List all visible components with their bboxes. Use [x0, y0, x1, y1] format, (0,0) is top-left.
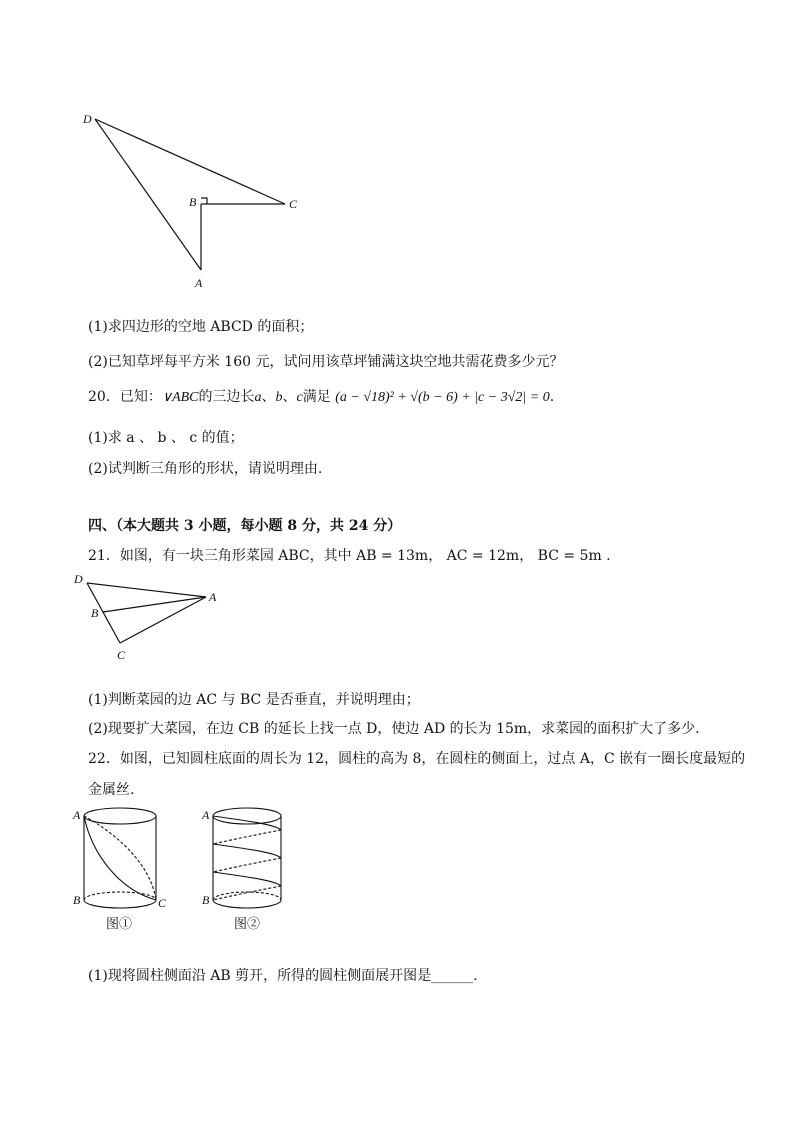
q20-prefix: 20．已知： [88, 389, 162, 405]
q20-part2: (2)试判断三角形的形状，请说明理由. [88, 461, 323, 477]
q20-var-c: c [296, 390, 303, 405]
fig22-1-label-a: A [73, 808, 81, 822]
q20-var-b: b [275, 390, 283, 405]
fig21-label-b: B [91, 606, 99, 620]
fig22-1-caption: 图① [106, 917, 133, 932]
q20-sep: 、 [261, 389, 276, 405]
figure-q21-side-ac [70, 570, 230, 665]
fig22-2-caption: 图② [234, 917, 261, 932]
q21-part1: (1)判断菜园的边 AC 与 BC 是否垂直，并说明理由； [88, 692, 420, 708]
q22-part1: (1)现将圆柱侧面沿 AB 剪开，所得的圆柱侧面展开图是______. [88, 968, 478, 984]
section-heading: 四、（本大题共 3 小题，每小题 8 分，共 24 分） [88, 518, 402, 534]
q21-stem: 21．如图，有一块三角形菜园 ABC，其中 AB = 13m， AC = 12m， BC = 5m . [88, 548, 611, 564]
q20-end: . [549, 389, 555, 405]
fig22-1-label-c: C [158, 896, 167, 910]
q20-stem [88, 386, 554, 406]
q20-triangle: ∨ABC [161, 390, 199, 405]
q22-stem-line1: 22．如图，已知圆柱底面的周长为 12，圆柱的高为 8，在圆柱的侧面上，过点 A，C 嵌有一圈长度最短的 [88, 751, 746, 767]
fig22-1-label-b: B [73, 893, 81, 907]
fig19-label-d: D [83, 112, 92, 126]
fig19-label-b: B [189, 195, 197, 209]
fig21-label-a: A [209, 590, 217, 604]
fig21-label-d: D [74, 572, 83, 586]
q19-part1: (1)求四边形的空地 ABCD 的面积； [88, 319, 314, 335]
fig19-label-a: A [195, 276, 203, 290]
figure-q19-quadrilateral [80, 105, 320, 290]
fig22-2-label-b: B [202, 893, 210, 907]
q20-part1: (1)求 a 、 b 、 c 的值； [88, 430, 244, 446]
figure-q22-cylinder-2 [200, 800, 300, 935]
q20-equation: (a − √18)² + √(b − 6) + |c − 3√2| = 0 [335, 390, 550, 405]
fig22-2-label-a: A [202, 808, 210, 822]
q20-sep: 、 [282, 389, 297, 405]
q19-part2: (2)已知草坪每平方米 160 元，试问用该草坪铺满这块空地共需花费多少元？ [88, 354, 564, 370]
q20-mid: 的三边长 [198, 389, 255, 405]
q22-stem-line2: 金属丝. [88, 782, 135, 798]
q20-suffix: 满足 [302, 389, 331, 405]
fig19-label-c: C [289, 197, 298, 211]
fig21-label-c: C [117, 648, 126, 662]
q21-part2: (2)现要扩大菜园，在边 CB 的延长上找一点 D，使边 AD 的长为 15m，求菜园的面积扩大了多少. [88, 721, 700, 737]
figure-q22-cylinder-1 [70, 800, 180, 935]
q20-var-a: a [254, 390, 262, 405]
